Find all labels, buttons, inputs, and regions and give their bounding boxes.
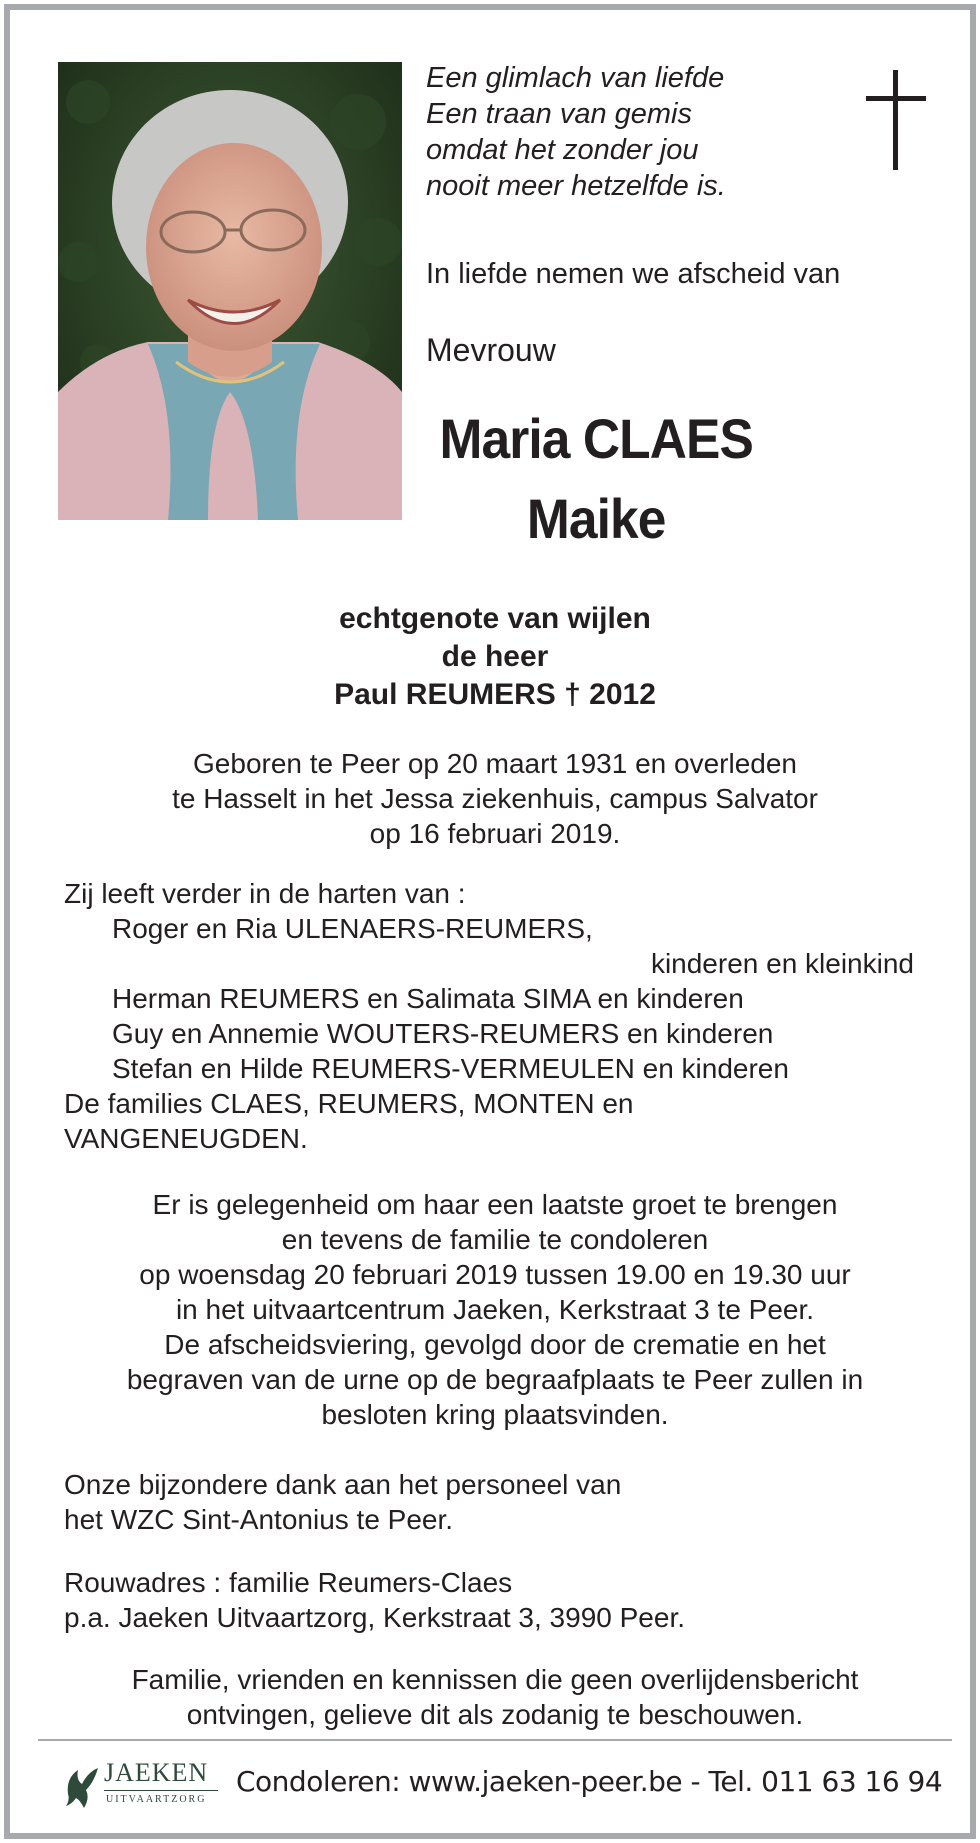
obituary-card: [10, 10, 970, 1833]
birth-death-block: [10, 746, 980, 851]
birth-death-line: te Hasselt in het Jessa ziekenhuis, campus Salvator: [172, 783, 818, 814]
survivor-line: Roger en Ria ULENAERS-REUMERS,: [112, 913, 593, 944]
portrait-photo: [58, 62, 402, 520]
footer: [64, 1750, 944, 1820]
poem-line: omdat het zonder jou: [426, 134, 699, 166]
deceased-name: Maria CLAES: [439, 407, 753, 470]
survivor-relation: kinderen en kleinkind: [650, 948, 914, 979]
condolence-link[interactable]: Condoleren: www.jaeken-peer.be - Tel. 011 63 16 94: [236, 1765, 943, 1798]
visitation-line: in het uitvaartcentrum Jaeken, Kerkstraat 3 te Peer.: [175, 1294, 815, 1325]
poem: [426, 60, 846, 204]
visitation-block: [10, 1187, 980, 1432]
visitation-line: Er is gelegenheid om haar een laatste groet te brengen: [152, 1189, 838, 1220]
birth-death-line: Geboren te Peer op 20 maart 1931 en overleden: [193, 748, 797, 779]
spouse-line: Paul REUMERS † 2012: [334, 678, 656, 711]
poem-line: Een traan van gemis: [426, 98, 692, 130]
survivor-line: Stefan en Hilde REUMERS-VERMEULEN en kinderen: [112, 1053, 789, 1084]
logo-name: JAEKEN: [104, 1758, 209, 1787]
visitation-line: begraven van de urne op de begraafplaats te Peer zullen in: [126, 1364, 864, 1395]
farewell-intro: In liefde nemen we afscheid van: [426, 258, 841, 290]
notice-line: ontvingen, gelieve dit als zodanig te beschouwen.: [186, 1699, 804, 1730]
title-prefix: Mevrouw: [426, 332, 556, 368]
mourning-address: [64, 1565, 914, 1635]
thanks-block: [64, 1467, 914, 1537]
visitation-line: en tevens de familie te condoleren: [281, 1224, 709, 1255]
thanks-line: het WZC Sint-Antonius te Peer.: [64, 1504, 454, 1535]
poem-line: nooit meer hetzelfde is.: [426, 170, 726, 202]
dove-icon: [64, 1764, 100, 1810]
families-line: De families CLAES, REUMERS, MONTEN en: [64, 1088, 634, 1119]
latin-cross-icon: [866, 70, 926, 170]
jaeken-logo: [64, 1756, 224, 1816]
survivors-block: [64, 876, 914, 1156]
portrait-image: [58, 62, 402, 520]
spouse-line: de heer: [441, 640, 549, 673]
footer-divider: [38, 1739, 952, 1741]
spouse-block: [10, 600, 980, 714]
logo-subtitle: UITVAARTZORG: [106, 1794, 207, 1805]
survivors-heading: Zij leeft verder in de harten van :: [64, 878, 466, 909]
visitation-line: op woensdag 20 februari 2019 tussen 19.00 en 19.30 uur: [139, 1259, 851, 1290]
deceased-nickname: Maike: [526, 487, 666, 550]
visitation-line: De afscheidsviering, gevolgd door de crematie en het: [164, 1329, 826, 1360]
address-line: Rouwadres : familie Reumers-Claes: [64, 1567, 513, 1598]
notice-line: Familie, vrienden en kennissen die geen overlijdensbericht: [131, 1664, 859, 1695]
spouse-line: echtgenote van wijlen: [339, 602, 651, 635]
obituary-frame: [4, 4, 976, 1839]
survivor-line: Herman REUMERS en Salimata SIMA en kinderen: [112, 983, 744, 1014]
visitation-line: besloten kring plaatsvinden.: [321, 1399, 669, 1430]
thanks-line: Onze bijzondere dank aan het personeel van: [64, 1469, 622, 1500]
birth-death-line: op 16 februari 2019.: [369, 818, 621, 849]
logo-rule: [104, 1790, 218, 1791]
poem-line: Een glimlach van liefde: [426, 62, 725, 94]
survivor-line: Guy en Annemie WOUTERS-REUMERS en kinderen: [112, 1018, 774, 1049]
notice-block: [10, 1662, 980, 1732]
families-line: VANGENEUGDEN.: [64, 1123, 308, 1154]
address-line: p.a. Jaeken Uitvaartzorg, Kerkstraat 3, 3990 Peer.: [64, 1602, 686, 1633]
